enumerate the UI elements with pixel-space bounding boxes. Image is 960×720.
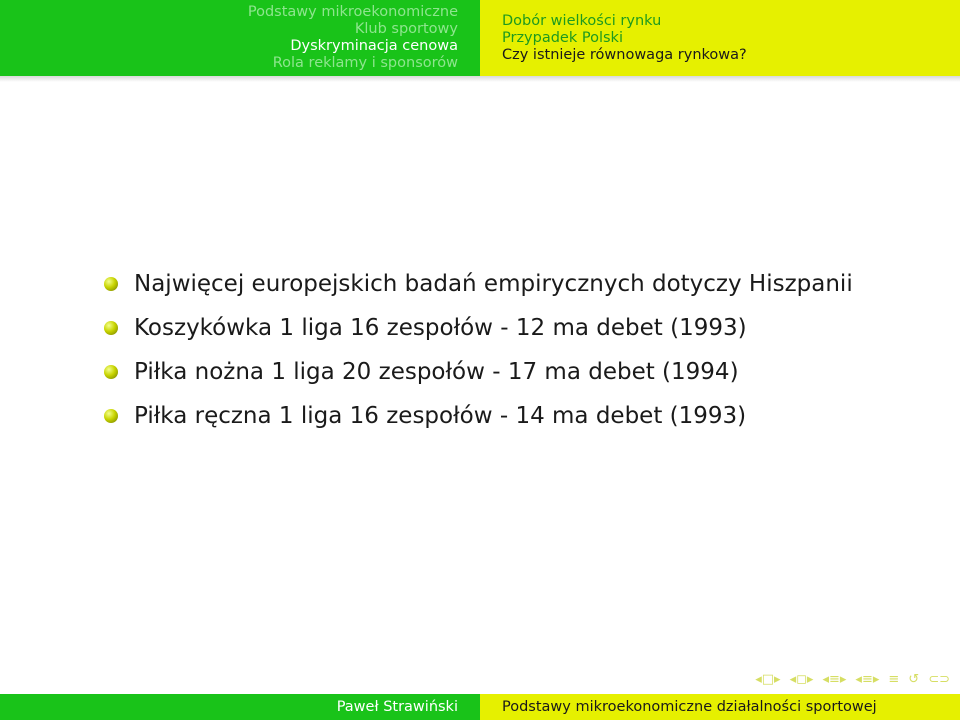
bullet-ball-icon	[104, 277, 118, 291]
bullet-text: Piłka nożna 1 liga 20 zespołów - 17 ma debet (1994)	[134, 359, 739, 385]
list-item	[104, 262, 853, 306]
section-link-dyskryminacja[interactable]: Dyskryminacja cenowa	[290, 38, 458, 54]
beamer-navigation-symbols	[620, 670, 950, 688]
bullet-text: Najwięcej europejskich badań empirycznych dotyczy Hiszpanii	[134, 271, 853, 297]
header-bar	[0, 0, 960, 76]
bullet-text: Piłka ręczna 1 liga 16 zespołów - 14 ma debet (1993)	[134, 403, 747, 429]
nav-frame-prev-icon[interactable]: ◂□▸	[755, 671, 781, 687]
footer-bar	[0, 694, 960, 720]
list-item	[104, 306, 853, 350]
subsection-link-dobor[interactable]: Dobór wielkości rynku	[502, 12, 662, 29]
nav-subsection-icon[interactable]: ◂◻▸	[789, 671, 814, 687]
section-link-podstawy[interactable]: Podstawy mikroekonomiczne	[247, 4, 458, 20]
subsection-link-przypadek[interactable]: Przypadek Polski	[502, 29, 623, 46]
section-link-rola-reklamy[interactable]: Rola reklamy i sponsorów	[272, 55, 458, 71]
nav-align-icon[interactable]: ≡	[888, 671, 900, 687]
subsection-nav	[480, 0, 960, 76]
nav-back-icon[interactable]: ↺	[908, 671, 920, 687]
nav-presentation-icon[interactable]: ◂≡▸	[855, 671, 880, 687]
bullet-text: Koszykówka 1 liga 16 zespołów - 12 ma debet (1993)	[134, 315, 747, 341]
section-nav	[0, 0, 480, 76]
list-item	[104, 394, 853, 438]
bullet-list	[104, 262, 853, 438]
bullet-ball-icon	[104, 321, 118, 335]
subsection-link-rownowaga[interactable]: Czy istnieje równowaga rynkowa?	[502, 46, 747, 63]
bullet-ball-icon	[104, 365, 118, 379]
footer-title: Podstawy mikroekonomiczne działalności sportowej	[480, 694, 960, 720]
nav-search-icon[interactable]: ⊂⊃	[928, 671, 950, 687]
list-item	[104, 350, 853, 394]
footer-author: Paweł Strawiński	[0, 694, 480, 720]
nav-section-icon[interactable]: ◂≡▸	[822, 671, 847, 687]
bullet-ball-icon	[104, 409, 118, 423]
header-shadow	[0, 76, 960, 82]
section-link-klub[interactable]: Klub sportowy	[354, 21, 458, 37]
